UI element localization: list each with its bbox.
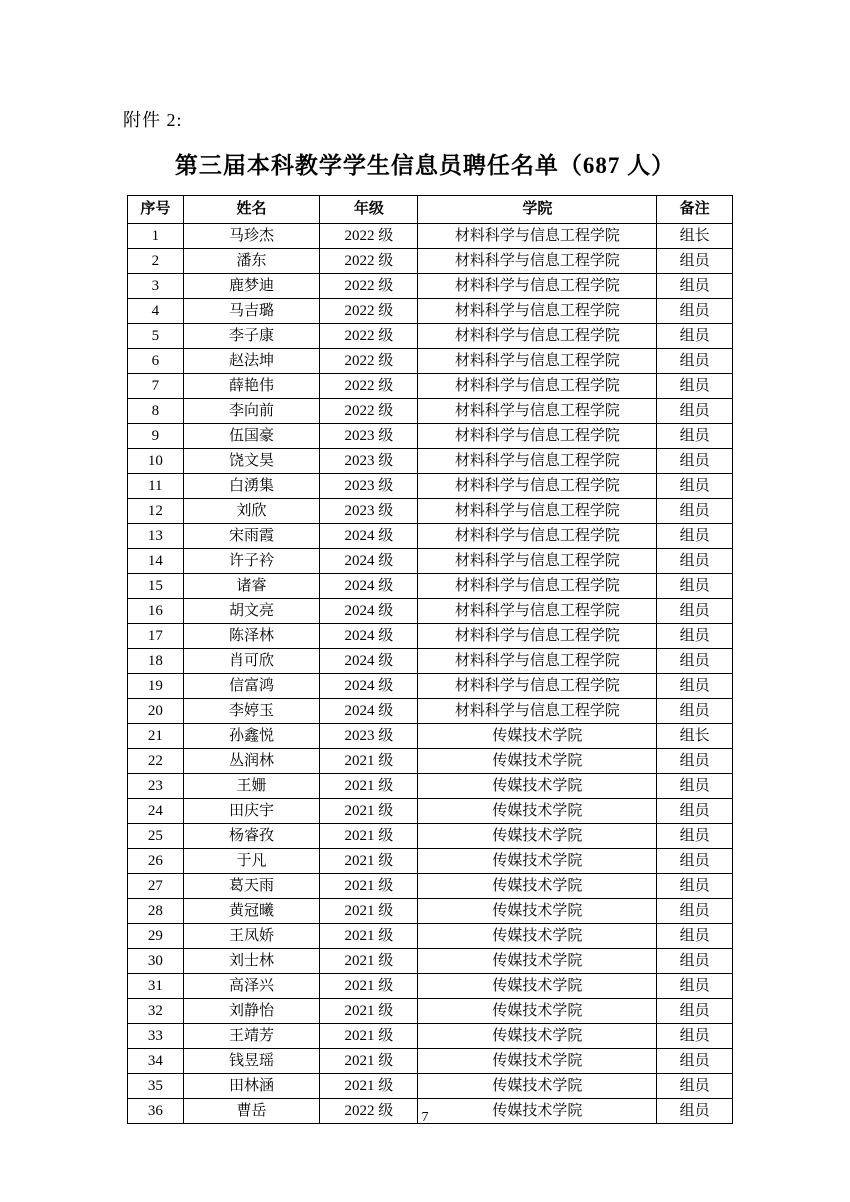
cell-college: 传媒技术学院 [418, 924, 657, 949]
cell-grade: 2024 级 [320, 699, 418, 724]
table-body [128, 224, 733, 1124]
table-row [128, 774, 733, 799]
cell-index: 27 [128, 874, 184, 899]
cell-remark: 组员 [657, 374, 733, 399]
table-row [128, 224, 733, 249]
cell-grade: 2021 级 [320, 1024, 418, 1049]
cell-name: 田庆宇 [183, 799, 320, 824]
cell-college: 材料科学与信息工程学院 [418, 524, 657, 549]
cell-index: 23 [128, 774, 184, 799]
cell-name: 马吉璐 [183, 299, 320, 324]
cell-remark: 组员 [657, 949, 733, 974]
cell-college: 材料科学与信息工程学院 [418, 299, 657, 324]
cell-name: 杨睿孜 [183, 824, 320, 849]
cell-college: 材料科学与信息工程学院 [418, 549, 657, 574]
cell-remark: 组员 [657, 899, 733, 924]
cell-grade: 2022 级 [320, 349, 418, 374]
cell-index: 21 [128, 724, 184, 749]
cell-remark: 组员 [657, 824, 733, 849]
cell-remark: 组员 [657, 274, 733, 299]
cell-grade: 2022 级 [320, 299, 418, 324]
table-header-row [128, 196, 733, 224]
cell-remark: 组员 [657, 874, 733, 899]
cell-index: 17 [128, 624, 184, 649]
cell-remark: 组员 [657, 999, 733, 1024]
cell-remark: 组员 [657, 249, 733, 274]
cell-grade: 2023 级 [320, 499, 418, 524]
cell-index: 12 [128, 499, 184, 524]
cell-remark: 组员 [657, 424, 733, 449]
cell-college: 传媒技术学院 [418, 1024, 657, 1049]
cell-name: 诸睿 [183, 574, 320, 599]
cell-grade: 2021 级 [320, 849, 418, 874]
cell-index: 5 [128, 324, 184, 349]
cell-name: 王凤娇 [183, 924, 320, 949]
cell-grade: 2022 级 [320, 249, 418, 274]
cell-college: 传媒技术学院 [418, 724, 657, 749]
table-row [128, 724, 733, 749]
cell-index: 35 [128, 1074, 184, 1099]
cell-index: 15 [128, 574, 184, 599]
table-row [128, 1049, 733, 1074]
cell-name: 黄冠曦 [183, 899, 320, 924]
cell-index: 7 [128, 374, 184, 399]
cell-name: 刘静怡 [183, 999, 320, 1024]
cell-remark: 组员 [657, 1049, 733, 1074]
cell-index: 8 [128, 399, 184, 424]
cell-remark: 组员 [657, 849, 733, 874]
cell-remark: 组员 [657, 399, 733, 424]
cell-index: 6 [128, 349, 184, 374]
cell-index: 32 [128, 999, 184, 1024]
cell-name: 信富鸿 [183, 674, 320, 699]
cell-remark: 组员 [657, 599, 733, 624]
cell-index: 1 [128, 224, 184, 249]
cell-grade: 2021 级 [320, 749, 418, 774]
cell-college: 传媒技术学院 [418, 774, 657, 799]
cell-grade: 2024 级 [320, 624, 418, 649]
cell-name: 丛润林 [183, 749, 320, 774]
cell-index: 31 [128, 974, 184, 999]
cell-college: 材料科学与信息工程学院 [418, 574, 657, 599]
table-row [128, 1024, 733, 1049]
cell-remark: 组员 [657, 1099, 733, 1124]
cell-remark: 组员 [657, 349, 733, 374]
cell-remark: 组员 [657, 774, 733, 799]
cell-college: 材料科学与信息工程学院 [418, 624, 657, 649]
cell-index: 24 [128, 799, 184, 824]
table-row [128, 424, 733, 449]
cell-remark: 组员 [657, 299, 733, 324]
cell-remark: 组员 [657, 749, 733, 774]
table-row [128, 374, 733, 399]
cell-index: 36 [128, 1099, 184, 1124]
cell-name: 高泽兴 [183, 974, 320, 999]
table-row [128, 324, 733, 349]
cell-remark: 组员 [657, 474, 733, 499]
cell-remark: 组员 [657, 524, 733, 549]
cell-grade: 2023 级 [320, 474, 418, 499]
cell-grade: 2021 级 [320, 949, 418, 974]
cell-college: 传媒技术学院 [418, 749, 657, 774]
cell-name: 陈泽林 [183, 624, 320, 649]
col-header-college: 学院 [418, 196, 657, 224]
table-row [128, 299, 733, 324]
table-row [128, 499, 733, 524]
col-header-name: 姓名 [183, 196, 320, 224]
cell-grade: 2022 级 [320, 1099, 418, 1124]
cell-remark: 组长 [657, 724, 733, 749]
table-row [128, 549, 733, 574]
table-row [128, 874, 733, 899]
roster-table [127, 195, 733, 1124]
cell-college: 材料科学与信息工程学院 [418, 374, 657, 399]
cell-name: 宋雨霞 [183, 524, 320, 549]
cell-college: 材料科学与信息工程学院 [418, 499, 657, 524]
attachment-label: 附件 2: [123, 110, 183, 130]
cell-name: 刘欣 [183, 499, 320, 524]
cell-remark: 组员 [657, 549, 733, 574]
cell-name: 胡文亮 [183, 599, 320, 624]
cell-name: 伍国豪 [183, 424, 320, 449]
cell-index: 2 [128, 249, 184, 274]
cell-name: 王靖芳 [183, 1024, 320, 1049]
cell-college: 传媒技术学院 [418, 799, 657, 824]
cell-college: 材料科学与信息工程学院 [418, 474, 657, 499]
table-row [128, 974, 733, 999]
cell-name: 李婷玉 [183, 699, 320, 724]
cell-grade: 2021 级 [320, 824, 418, 849]
cell-college: 传媒技术学院 [418, 824, 657, 849]
cell-grade: 2022 级 [320, 399, 418, 424]
cell-name: 许子衿 [183, 549, 320, 574]
cell-college: 传媒技术学院 [418, 949, 657, 974]
table-row [128, 674, 733, 699]
cell-grade: 2021 级 [320, 924, 418, 949]
cell-grade: 2021 级 [320, 799, 418, 824]
cell-grade: 2023 级 [320, 724, 418, 749]
cell-index: 30 [128, 949, 184, 974]
cell-grade: 2021 级 [320, 999, 418, 1024]
cell-college: 材料科学与信息工程学院 [418, 449, 657, 474]
table-row [128, 1074, 733, 1099]
cell-grade: 2021 级 [320, 974, 418, 999]
cell-grade: 2024 级 [320, 649, 418, 674]
cell-grade: 2022 级 [320, 324, 418, 349]
table-row [128, 249, 733, 274]
cell-grade: 2023 级 [320, 424, 418, 449]
table-row [128, 574, 733, 599]
cell-name: 马珍杰 [183, 224, 320, 249]
cell-remark: 组员 [657, 674, 733, 699]
table-row [128, 999, 733, 1024]
cell-remark: 组员 [657, 1074, 733, 1099]
cell-remark: 组员 [657, 974, 733, 999]
cell-college: 材料科学与信息工程学院 [418, 224, 657, 249]
cell-index: 11 [128, 474, 184, 499]
roster-table-container [127, 195, 733, 1124]
cell-college: 传媒技术学院 [418, 874, 657, 899]
cell-college: 传媒技术学院 [418, 974, 657, 999]
cell-grade: 2021 级 [320, 899, 418, 924]
cell-grade: 2022 级 [320, 374, 418, 399]
table-row [128, 399, 733, 424]
cell-grade: 2021 级 [320, 774, 418, 799]
cell-index: 20 [128, 699, 184, 724]
cell-grade: 2022 级 [320, 274, 418, 299]
cell-index: 10 [128, 449, 184, 474]
cell-grade: 2021 级 [320, 1074, 418, 1099]
cell-index: 29 [128, 924, 184, 949]
cell-index: 19 [128, 674, 184, 699]
cell-college: 材料科学与信息工程学院 [418, 699, 657, 724]
cell-name: 刘士林 [183, 949, 320, 974]
table-row [128, 924, 733, 949]
table-row [128, 624, 733, 649]
cell-grade: 2024 级 [320, 574, 418, 599]
col-header-index: 序号 [128, 196, 184, 224]
cell-remark: 组员 [657, 649, 733, 674]
cell-remark: 组员 [657, 499, 733, 524]
col-header-grade: 年级 [320, 196, 418, 224]
cell-name: 葛天雨 [183, 874, 320, 899]
cell-remark: 组长 [657, 224, 733, 249]
table-row [128, 799, 733, 824]
cell-name: 潘东 [183, 249, 320, 274]
cell-college: 材料科学与信息工程学院 [418, 424, 657, 449]
cell-index: 4 [128, 299, 184, 324]
cell-remark: 组员 [657, 1024, 733, 1049]
table-row [128, 649, 733, 674]
cell-college: 材料科学与信息工程学院 [418, 274, 657, 299]
cell-college: 材料科学与信息工程学院 [418, 249, 657, 274]
cell-college: 材料科学与信息工程学院 [418, 674, 657, 699]
cell-index: 22 [128, 749, 184, 774]
cell-name: 李向前 [183, 399, 320, 424]
cell-grade: 2023 级 [320, 449, 418, 474]
page-number: 7 [421, 1110, 429, 1125]
page-title: 第三届本科教学学生信息员聘任名单（687 人） [174, 153, 676, 178]
cell-name: 薛艳伟 [183, 374, 320, 399]
table-row [128, 449, 733, 474]
table-row [128, 274, 733, 299]
cell-index: 25 [128, 824, 184, 849]
cell-college: 传媒技术学院 [418, 899, 657, 924]
cell-name: 田林涵 [183, 1074, 320, 1099]
cell-grade: 2021 级 [320, 1049, 418, 1074]
cell-grade: 2024 级 [320, 524, 418, 549]
cell-index: 13 [128, 524, 184, 549]
cell-name: 白湧集 [183, 474, 320, 499]
cell-remark: 组员 [657, 449, 733, 474]
cell-college: 材料科学与信息工程学院 [418, 399, 657, 424]
cell-college: 材料科学与信息工程学院 [418, 649, 657, 674]
cell-remark: 组员 [657, 574, 733, 599]
cell-college: 传媒技术学院 [418, 999, 657, 1024]
table-row [128, 749, 733, 774]
table-row [128, 949, 733, 974]
cell-name: 王姗 [183, 774, 320, 799]
cell-index: 9 [128, 424, 184, 449]
cell-grade: 2024 级 [320, 549, 418, 574]
cell-name: 于凡 [183, 849, 320, 874]
cell-college: 材料科学与信息工程学院 [418, 349, 657, 374]
cell-index: 3 [128, 274, 184, 299]
cell-index: 34 [128, 1049, 184, 1074]
cell-name: 赵法坤 [183, 349, 320, 374]
cell-name: 饶文昊 [183, 449, 320, 474]
table-row [128, 599, 733, 624]
cell-name: 孙鑫悦 [183, 724, 320, 749]
table-row [128, 349, 733, 374]
cell-grade: 2021 级 [320, 874, 418, 899]
cell-index: 33 [128, 1024, 184, 1049]
cell-name: 李子康 [183, 324, 320, 349]
cell-index: 14 [128, 549, 184, 574]
cell-index: 28 [128, 899, 184, 924]
cell-remark: 组员 [657, 799, 733, 824]
table-row [128, 699, 733, 724]
cell-remark: 组员 [657, 324, 733, 349]
cell-college: 传媒技术学院 [418, 849, 657, 874]
col-header-remark: 备注 [657, 196, 733, 224]
cell-grade: 2024 级 [320, 674, 418, 699]
cell-grade: 2022 级 [320, 224, 418, 249]
cell-college: 传媒技术学院 [418, 1074, 657, 1099]
table-row [128, 524, 733, 549]
cell-college: 材料科学与信息工程学院 [418, 599, 657, 624]
table-row [128, 474, 733, 499]
cell-grade: 2024 级 [320, 599, 418, 624]
table-row [128, 849, 733, 874]
cell-college: 传媒技术学院 [418, 1049, 657, 1074]
cell-remark: 组员 [657, 699, 733, 724]
table-row [128, 899, 733, 924]
table-row [128, 824, 733, 849]
cell-college: 材料科学与信息工程学院 [418, 324, 657, 349]
cell-remark: 组员 [657, 624, 733, 649]
cell-index: 26 [128, 849, 184, 874]
cell-name: 钱昱瑶 [183, 1049, 320, 1074]
cell-index: 16 [128, 599, 184, 624]
cell-name: 鹿梦迪 [183, 274, 320, 299]
cell-name: 曹岳 [183, 1099, 320, 1124]
cell-index: 18 [128, 649, 184, 674]
cell-name: 肖可欣 [183, 649, 320, 674]
cell-college: 传媒技术学院 [418, 1099, 657, 1124]
cell-remark: 组员 [657, 924, 733, 949]
